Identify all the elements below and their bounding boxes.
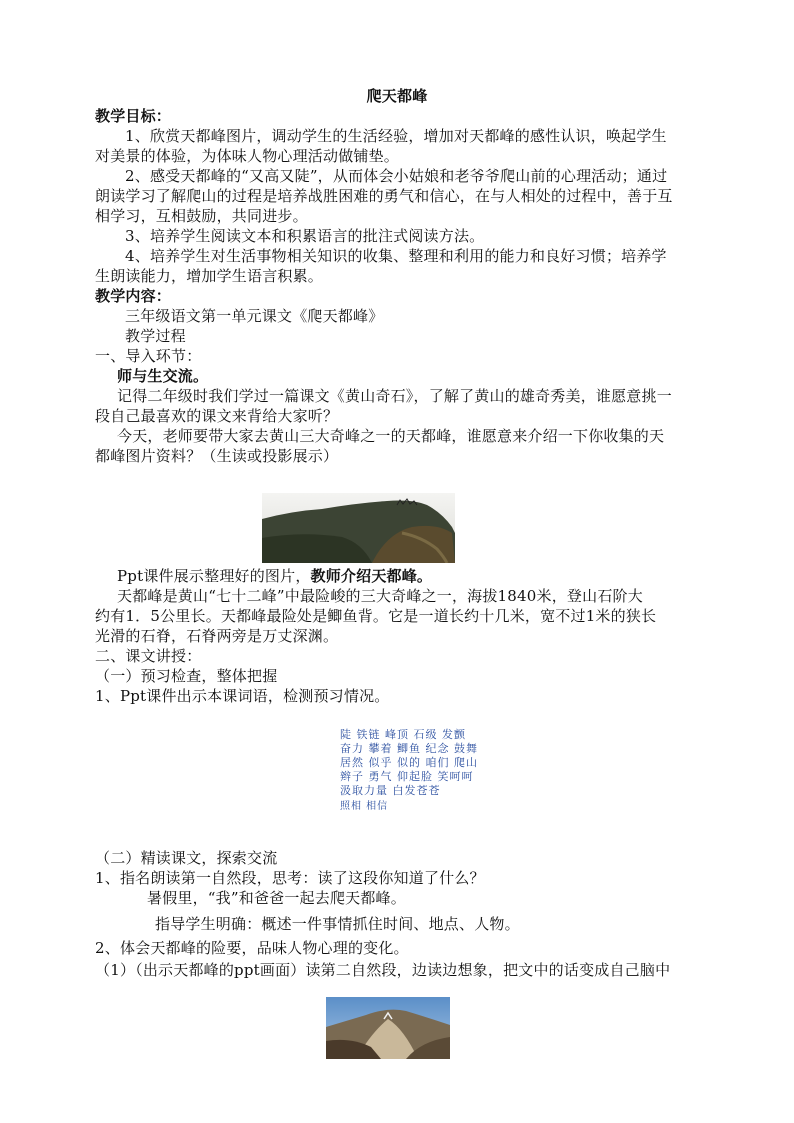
part1-heading: 一、导入环节： (95, 347, 202, 365)
vocab-row-3: 居然 似乎 似的 咱们 爬山 (340, 756, 478, 769)
ppt-line (95, 566, 715, 586)
vocab-row-1: 陡 铁链 峰顶 石级 发颤 (340, 728, 466, 741)
content-line-2: 教学过程 (125, 327, 186, 345)
part2-sub2-line-3: 指导学生明确：概述一件事情抓住时间、地点、人物。 (155, 915, 520, 933)
part1-line-3: 今天，老师要带大家去黄山三大奇峰之一的天都峰，谁愿意来介绍一下你收集的天 (117, 427, 665, 445)
part1-line-1: 记得二年级时我们学过一篇课文《黄山奇石》，了解了黄山的雄奇秀美，谁愿意挑一 (117, 387, 672, 405)
goals-line-2: 对美景的体验，为体味人物心理活动做铺垫。 (95, 147, 400, 165)
part2-sub2-line-5: （1）（出示天都峰的ppt画面）读第二自然段，边读边想象，把文中的话变成自己脑中 (95, 961, 671, 979)
desc-line-3: 光滑的石脊，石脊两旁是万丈深渊。 (95, 627, 339, 645)
tiandu-peak-image (262, 493, 455, 563)
part1-bold-line: 师与生交流。 (117, 367, 209, 385)
part1-line-2: 段自己最喜欢的课文来背给大家听？ (95, 407, 339, 425)
part2-sub1-line: 1、Ppt课件出示本课词语，检测预习情况。 (95, 687, 390, 705)
vocab-row-5: 汲取力量 白发苍苍 (340, 784, 441, 797)
goals-line-4: 朗读学习了解爬山的过程是培养战胜困难的勇气和信心，在与人相处的过程中，善于互 (95, 187, 673, 205)
part2-sub2-line-1: 1、指名朗读第一自然段，思考：读了这段你知道了什么？ (95, 869, 485, 887)
part2-heading: 二、课文讲授： (95, 647, 202, 665)
part2-sub1: （一）预习检查，整体把握 (95, 667, 278, 685)
ppt-line-bold: 教师介绍天都峰。 (310, 567, 433, 585)
desc-line-1: 天都峰是黄山“七十二峰”中最险峻的三大奇峰之一，海拔1840米，登山石阶大 (117, 587, 643, 605)
content-heading: 教学内容： (95, 287, 172, 305)
vocab-row-2: 奋力 攀着 鲫鱼 纪念 鼓舞 (340, 742, 478, 755)
part2-sub2-line-2: 暑假里，“我”和爸爸一起去爬天都峰。 (147, 889, 406, 907)
goals-line-5: 相学习，互相鼓励，共同进步。 (95, 207, 308, 225)
part1-line-4: 都峰图片资料？（生读或投影展示） (95, 447, 339, 465)
ppt-line-plain: Ppt课件展示整理好的图片， (117, 567, 311, 585)
page-title: 爬天都峰 (366, 87, 428, 105)
part2-sub2-line-4: 2、体会天都峰的险要，品味人物心理的变化。 (95, 939, 409, 957)
goals-heading: 教学目标： (95, 107, 172, 125)
content-line-1: 三年级语文第一单元课文《爬天都峰》 (125, 307, 384, 325)
vocab-slide-image (340, 728, 610, 810)
vocab-row-4: 辫子 勇气 仰起脸 笑呵呵 (340, 770, 474, 783)
goals-line-6: 3、培养学生阅读文本和积累语言的批注式阅读方法。 (125, 227, 485, 245)
goals-line-7: 4、培养学生对生活事物相关知识的收集、整理和利用的能力和良好习惯；培养学 (125, 247, 667, 265)
goals-line-3: 2、感受天都峰的“又高又陡”，从而体会小姑娘和老爷爷爬山前的心理活动；通过 (125, 167, 668, 185)
tiandu-ppt-image (326, 997, 450, 1059)
part2-sub2: （二）精读课文，探索交流 (95, 849, 278, 867)
vocab-row-6: 照相 相信 (340, 801, 389, 812)
goals-line-8: 生朗读能力，增加学生语言积累。 (95, 267, 324, 285)
goals-line-1: 1、欣赏天都峰图片，调动学生的生活经验，增加对天都峰的感性认识，唤起学生 (125, 127, 667, 145)
desc-line-2: 约有1．5公里长。天都峰最险处是鲫鱼背。它是一道长约十几米，宽不过1米的狭长 (95, 607, 657, 625)
